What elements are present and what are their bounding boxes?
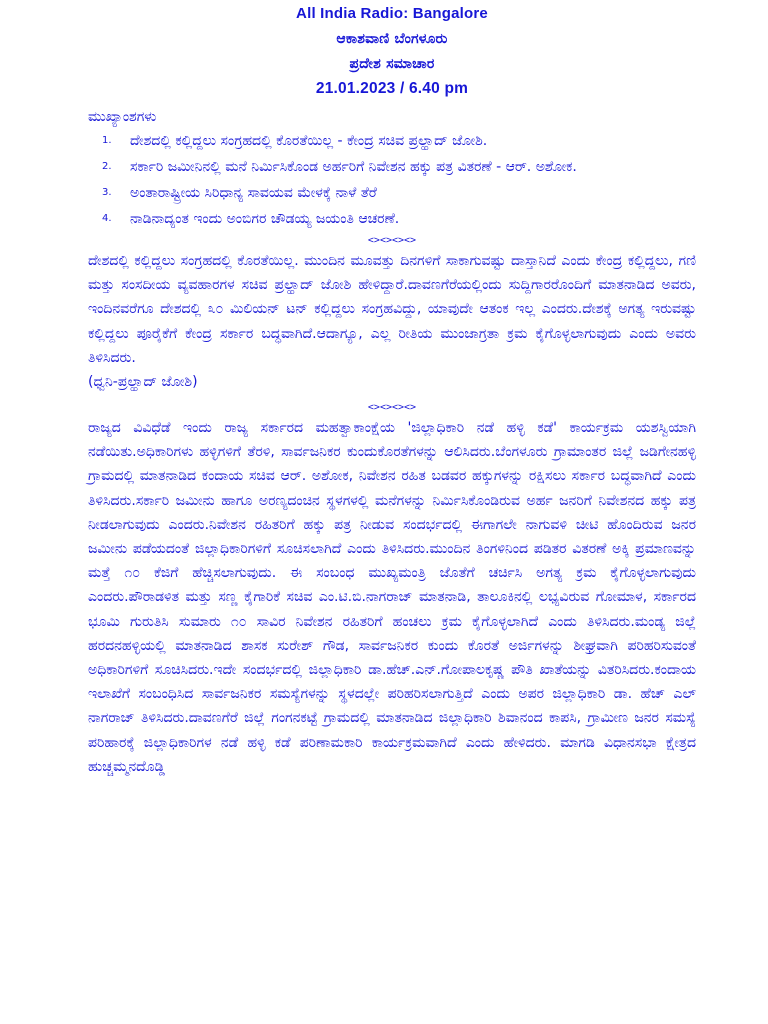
audio-credit: (ಧ್ವನಿ-ಪ್ರಲ್ಹಾದ್ ಜೋಶಿ): [88, 374, 198, 391]
bulletin-datetime: 21.01.2023 / 6.40 pm: [315, 80, 469, 97]
highlight-item: ನಾಡಿನಾದ್ಯಂತ ಇಂದು ಅಂಬಿಗರ ಚೌಡಯ್ಯ ಜಯಂತಿ ಆಚರಣೆ.: [130, 211, 400, 227]
highlight-item: ದೇಶದಲ್ಲಿ ಕಲ್ಲಿದ್ದಲು ಸಂಗ್ರಹದಲ್ಲಿ ಕೊರತೆಯಿಲ್ಲ - ಕೇಂದ್ರ ಸಚಿವ ಪ್ರಲ್ಹಾದ್ ಜೋಶಿ.: [130, 133, 488, 149]
highlights-heading: ಮುಖ್ಯಾಂಶಗಳು: [88, 109, 157, 125]
highlights-list: [88, 129, 696, 231]
highlight-item: ಸರ್ಕಾರಿ ಜಮೀನಿನಲ್ಲಿ ಮನೆ ನಿರ್ಮಿಸಿಕೊಂಡ ಅರ್ಹರಿಗೆ ನಿವೇಶನ ಹಕ್ಕು ಪತ್ರ ವಿತರಣೆ - ಆರ್. ಅಶೋಕ.: [130, 159, 577, 175]
story-coal-stock: ದೇಶದಲ್ಲಿ ಕಲ್ಲಿದ್ದಲು ಸಂಗ್ರಹದಲ್ಲಿ ಕೊರತೆಯಿಲ್ಲ. ಮುಂದಿನ ಮೂವತ್ತು ದಿನಗಳಿಗೆ ಸಾಕಾಗುವಷ್ಟು ದಾಸ್ತಾನಿದೆ ಎಂದು ಕೇಂದ್ರ ಕಲ್ಲಿದ್ದಲು, ಗಣಿ ಮತ್ತು ಸಂಸದೀಯ ವ್ಯವಹಾರಗಳ ಸಚಿವ ಪ್ರಲ್ಹಾದ್ ಜೋಶಿ ಹೇಳಿದ್ದಾರೆ.ದಾವಣಗೆರೆಯಲ್ಲಿಂದು ಸುದ್ದಿಗಾರರೊಂದಿಗೆ ಮಾತನಾಡಿದ ಅವರು, ಇಂದಿನವರೆಗೂ ದೇಶದಲ್ಲಿ ೩೦ ಮಿಲಿಯನ್ ಟನ್ ಕಲ್ಲಿದ್ದಲು ಸಂಗ್ರಹವಿದ್ದು, ಯಾವುದೇ ಆತಂಕ ಇಲ್ಲ ಎಂದರು.ದೇಶಕ್ಕೆ ಅಗತ್ಯ ಇರುವಷ್ಟು ಕಲ್ಲಿದ್ದಲು ಪೂರೈಕೆಗೆ ಕೇಂದ್ರ ಸರ್ಕಾರ ಬದ್ಧವಾಗಿದೆ.ಆದಾಗ್ಯೂ, ಎಲ್ಲ ರೀತಿಯ ಮುಂಜಾಗ್ರತಾ ಕ್ರಮ ಕೈಗೊಳ್ಳಲಾಗುವುದು ಎಂದು ಅವರು ತಿಳಿಸಿದರು.: [88, 253, 696, 366]
story-dc-village-program: ರಾಜ್ಯದ ವಿವಿಧೆಡೆ ಇಂದು ರಾಜ್ಯ ಸರ್ಕಾರದ ಮಹತ್ವಾಕಾಂಕ್ಷೆಯ 'ಜಿಲ್ಲಾಧಿಕಾರಿ ನಡೆ ಹಳ್ಳಿ ಕಡೆ' ಕಾರ್ಯಕ್ರಮ ಯಶಸ್ವಿಯಾಗಿ ನಡೆಯಿತು.ಅಧಿಕಾರಿಗಳು ಹಳ್ಳಿಗಳಿಗೆ ತೆರಳಿ, ಸಾರ್ವಜನಿಕರ ಕುಂದುಕೊರತೆಗಳನ್ನು ಆಲಿಸಿದರು.ಬೆಂಗಳೂರು ಗ್ರಾಮಾಂತರ ಜಿಲ್ಲೆ ಜಡಿಗೇನಹಳ್ಳಿ ಗ್ರಾಮದಲ್ಲಿ ಮಾತನಾಡಿದ ಕಂದಾಯ ಸಚಿವ ಆರ್. ಅಶೋಕ, ನಿವೇಶನ ರಹಿತ ಬಡವರ ಹಕ್ಕುಗಳನ್ನು ರಕ್ಷಿಸಲು ಸರ್ಕಾರ ಬದ್ಧವಾಗಿದೆ ಎಂದು ತಿಳಿಸಿದರು.ಸರ್ಕಾರಿ ಜಮೀನು ಹಾಗೂ ಅರಣ್ಯದಂಚಿನ ಸ್ಥಳಗಳಲ್ಲಿ ಮನೆಗಳನ್ನು ನಿರ್ಮಿಸಿಕೊಂಡಿರುವ ಅರ್ಹ ಜನರಿಗೆ ನಿವೇಶನದ ಹಕ್ಕು ಪತ್ರ ನೀಡಲಾಗುವುದು ಎಂದರು.ನಿವೇಶನ ರಹಿತರಿಗೆ ಹಕ್ಕು ಪತ್ರ ನೀಡುವ ಸಂದರ್ಭದಲ್ಲಿ ಈಗಾಗಲೇ ನಾಗುವಳಿ ಚೀಟಿ ಹೊಂದಿರುವ ಜನರ ಜಮೀನು ಪಡೆಯದಂತೆ ಜಿಲ್ಲಾಧಿಕಾರಿಗಳಿಗೆ ಸೂಚಿಸಲಾಗಿದೆ ಎಂದು ತಿಳಿಸಿದರು.ಮುಂದಿನ ತಿಂಗಳಿನಿಂದ ಪಡಿತರ ವಿತರಣೆ ಅಕ್ಕಿ ಪ್ರಮಾಣವನ್ನು ಮತ್ತೆ ೧೦ ಕೆಜಿಗೆ ಹೆಚ್ಚಿಸಲಾಗುವುದು. ಈ ಸಂಬಂಧ ಮುಖ್ಯಮಂತ್ರಿ ಜೊತೆಗೆ ಚರ್ಚಿಸಿ ಅಗತ್ಯ ಕ್ರಮ ಕೈಗೊಳ್ಳಲಾಗುವುದು ಎಂದರು.ಪೌರಾಡಳಿತ ಮತ್ತು ಸಣ್ಣ ಕೈಗಾರಿಕೆ ಸಚಿವ ಎಂ.ಟಿ.ಬಿ.ನಾಗರಾಜ್ ಮಾತನಾಡಿ, ತಾಲೂಕಿನಲ್ಲಿ ಲಭ್ಯವಿರುವ ಗೋಮಾಳ, ಸರ್ಕಾರದ ಭೂಮಿ ಗುರುತಿಸಿ ಸುಮಾರು ೧೦ ಸಾವಿರ ನಿವೇಶನ ರಹಿತರಿಗೆ ಹಂಚಲು ಕ್ರಮ ಕೈಗೊಳ್ಳಲಾಗಿದೆ ಎಂದು ತಿಳಿಸಿದರು.ಮಂಡ್ಯ ಜಿಲ್ಲೆ ಹರದನಹಳ್ಳಿಯಲ್ಲಿ ಮಾತನಾಡಿದ ಶಾಸಕ ಸುರೇಶ್ ಗೌಡ, ಸಾರ್ವಜನಿಕರ ಕುಂದು ಕೊರತೆ ಅರ್ಜಿಗಳನ್ನು ಶೀಘ್ರವಾಗಿ ಪರಿಹರಿಸುವಂತೆ ಅಧಿಕಾರಿಗಳಿಗೆ ಸೂಚಿಸಿದರು.ಇದೇ ಸಂದರ್ಭದಲ್ಲಿ ಜಿಲ್ಲಾಧಿಕಾರಿ ಡಾ.ಹೆಚ್.ಎನ್.ಗೋಪಾಲಕೃಷ್ಣ ಪೌತಿ ಖಾತೆಯನ್ನು ವಿತರಿಸಿದರು.ಕಂದಾಯ ಇಲಾಖೆಗೆ ಸಂಬಂಧಿಸಿದ ಸಾರ್ವಜನಿಕರ ಸಮಸ್ಯೆಗಳನ್ನು ಸ್ಥಳದಲ್ಲೇ ಪರಿಹರಿಸಲಾಗುತ್ತಿದೆ ಎಂದು ಅಪರ ಜಿಲ್ಲಾಧಿಕಾರಿ ಡಾ. ಹೆಚ್ ಎಲ್ ನಾಗರಾಜ್ ತಿಳಿಸಿದರು.ದಾವಣಗೆರೆ ಜಿಲ್ಲೆ ಗಂಗನಕಟ್ಟೆ ಗ್ರಾಮದಲ್ಲಿ ಮಾತನಾಡಿದ ಜಿಲ್ಲಾಧಿಕಾರಿ ಶಿವಾನಂದ ಕಾಪಸಿ, ಗ್ರಾಮೀಣ ಜನರ ಸಮಸ್ಯೆ ಪರಿಹಾರಕ್ಕೆ ಜಿಲ್ಲಾಧಿಕಾರಿಗಳ ನಡೆ ಹಳ್ಳಿ ಕಡೆ ಪರಿಣಾಮಕಾರಿ ಕಾರ್ಯಕ್ರಮವಾಗಿದೆ ಎಂದು ಹೇಳಿದರು. ಮಾಗಡಿ ವಿಧಾನಸಭಾ ಕ್ಷೇತ್ರದ ಹುಚ್ಚಮ್ಮನದೊಡ್ಡಿ: [88, 420, 696, 775]
station-name-kannada: ಆಕಾಶವಾಣಿ ಬೆಂಗಳೂರು: [336, 31, 448, 47]
section-separator: <><><><>: [367, 402, 417, 414]
highlight-item: ಅಂತಾರಾಷ್ಟ್ರೀಯ ಸಿರಿಧಾನ್ಯ ಸಾವಯವ ಮೇಳಕ್ಕೆ ನಾಳೆ ತೆರೆ: [130, 185, 377, 201]
section-separator: <><><><>: [367, 235, 417, 246]
station-name-english: All India Radio: Bangalore: [296, 5, 488, 22]
section-title: ಪ್ರದೇಶ ಸಮಾಚಾರ: [349, 56, 435, 72]
